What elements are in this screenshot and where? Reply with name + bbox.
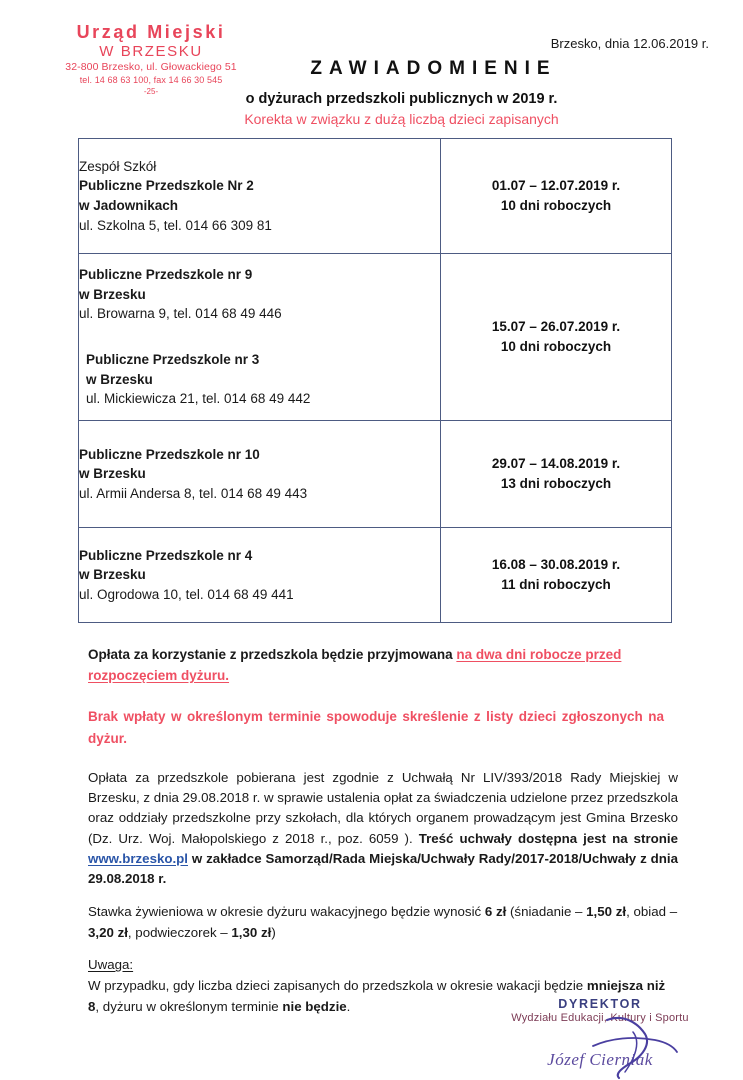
minimum-children-middle: , dyżuru w określonym terminie [95,998,283,1014]
kindergarten-entry [79,350,440,409]
meal-snack-price: 1,30 zł [231,924,272,940]
kindergarten-entry [79,265,440,324]
period-dates: 29.07 – 14.08.2019 r. [491,455,621,471]
kindergarten-cell [79,139,441,254]
duty-schedule-table [78,138,672,623]
period-cell [441,528,672,623]
period-working-days: 10 dni roboczych [500,198,612,213]
signatory-name: Józef Cierniak [547,1050,653,1069]
page-mark: -25- [143,86,159,96]
payment-deadline-text: Opłata za korzystanie z przedszkola będzie przyjmowana [88,647,457,662]
meal-snack-label: , podwieczorek – [127,924,232,940]
table-row [79,254,672,421]
resolution-text: Opłata za przedszkole pobierana jest zgodnie z Uchwałą Nr LIV/393/2018 Rady Miejskiej w Brzesku, z dnia 29.08.2018 r. w sprawie ustalenia opłat za świadczenia udzielone przez przedszkola oraz oddziały przedszkolne przy szkołach, dla których organem prowadzącym jest Gmina Brzesko (Dz. Urz. Woj. Małopolskiego z 2018 r., poz. 6059 ). [88,770,678,846]
period-working-days: 11 dni roboczych [501,577,611,592]
meal-lunch-label: , obiad – [626,904,678,919]
period-working-days: 13 dni roboczych [500,476,612,491]
office-stamp-city: W BRZESKU [99,42,203,60]
kindergarten-entry [79,546,440,605]
kindergarten-address: ul. Armii Andersa 8, tel. 014 68 49 443 [79,485,308,501]
document-title: ZAWIADOMIENIE [310,58,557,79]
office-stamp-phone: tel. 14 68 63 100, fax 14 66 30 545 [79,75,223,86]
office-stamp-address: 32-800 Brzesko, ul. Głowackiego 51 [65,61,237,74]
period-working-days: 10 dni roboczych [500,339,612,354]
signature-block [480,997,720,1070]
kindergarten-address: ul. Mickiewicza 21, tel. 014 68 49 442 [86,391,311,407]
kindergarten-entry [79,157,440,235]
kindergarten-city: w Brzesku [79,466,146,482]
kindergarten-name: Publiczne Przedszkole nr 10 [79,446,260,462]
table-row [79,528,672,623]
table-row [79,139,672,254]
payment-deadline-paragraph [88,645,678,687]
office-stamp-name: Urząd Miejski [76,22,226,42]
meal-rate-closing: ) [271,924,276,940]
kindergarten-city: w Brzesku [86,371,153,387]
kindergarten-city: w Brzesku [79,286,146,302]
kindergarten-cell [79,528,441,623]
kindergarten-city: w Brzesku [79,567,146,583]
period-cell [441,421,672,528]
document-header [0,0,743,128]
payment-deadline-highlight: na dwa dni robocze przed rozpoczęciem dyżuru. [88,647,622,683]
kindergarten-address: ul. Szkolna 5, tel. 014 66 309 81 [79,217,272,233]
kindergarten-city: w Jadownikach [79,198,179,213]
meal-rate-paragraph [88,902,678,943]
period-dates: 16.08 – 30.08.2019 r. [491,556,621,572]
note-label: Uwaga: [88,957,134,972]
kindergarten-address: ul. Browarna 9, tel. 014 68 49 446 [79,306,282,322]
document-date: Brzesko, dnia 12.06.2019 r. [550,36,709,51]
kindergarten-name: Publiczne Przedszkole nr 4 [79,547,253,563]
kindergarten-name: Publiczne Przedszkole nr 9 [79,267,253,283]
kindergarten-name: Publiczne Przedszkole nr 3 [86,352,260,367]
signatory-department: Wydziału Edukacji, Kultury i Sportu [511,1012,689,1024]
kindergarten-cell [79,254,441,421]
kindergarten-cell [79,421,441,528]
meal-breakfast-price: 1,50 zł [586,904,627,919]
brzesko-website-link[interactable]: www.brzesko.pl [88,850,188,866]
minimum-children-period: . [346,998,351,1014]
meal-rate-total: 6 zł [484,904,507,919]
resolution-path-text: w zakładce Samorząd/Rada Miejska/Uchwały Rady/2017-2018/Uchwały z dnia 29.08.2018 r. [88,850,678,887]
document-subtitle-correction: Korekta w związku z dużą liczbą dzieci zapisanych [244,111,559,127]
meal-breakfast-label: (śniadanie – [506,904,587,919]
document-subtitle: o dyżurach przedszkoli publicznych w 2019 r. [245,91,558,107]
minimum-children-text: W przypadku, gdy liczba dzieci zapisanych do przedszkola w okresie wakacji będzie [88,978,587,993]
meal-lunch-price: 3,20 zł [88,924,128,940]
no-payment-warning-paragraph: Brak wpłaty w określonym terminie spowoduje skreślenie z listy dzieci zgłoszonych na dyżur. [88,709,664,746]
resolution-availability-text: Treść uchwały dostępna jest na stronie [418,830,678,846]
table-row [79,421,672,528]
kindergarten-entry [79,445,440,504]
kindergarten-name: Publiczne Przedszkole Nr 2 [79,178,254,194]
meal-rate-text: Stawka żywieniowa w okresie dyżuru wakacyjnego będzie wynosić [88,904,485,919]
period-dates: 01.07 – 12.07.2019 r. [491,177,621,193]
period-dates: 15.07 – 26.07.2019 r. [491,318,621,334]
minimum-children-threshold: mniejsza niż 8 [88,978,666,1014]
period-cell [441,139,672,254]
signatory-title: DYREKTOR [558,997,642,1011]
period-cell [441,254,672,421]
resolution-paragraph [88,768,678,889]
no-duty-text: nie będzie [282,998,347,1014]
kindergarten-prefix: Zespół Szkół [79,158,157,174]
kindergarten-address: ul. Ogrodowa 10, tel. 014 68 49 441 [79,586,294,602]
